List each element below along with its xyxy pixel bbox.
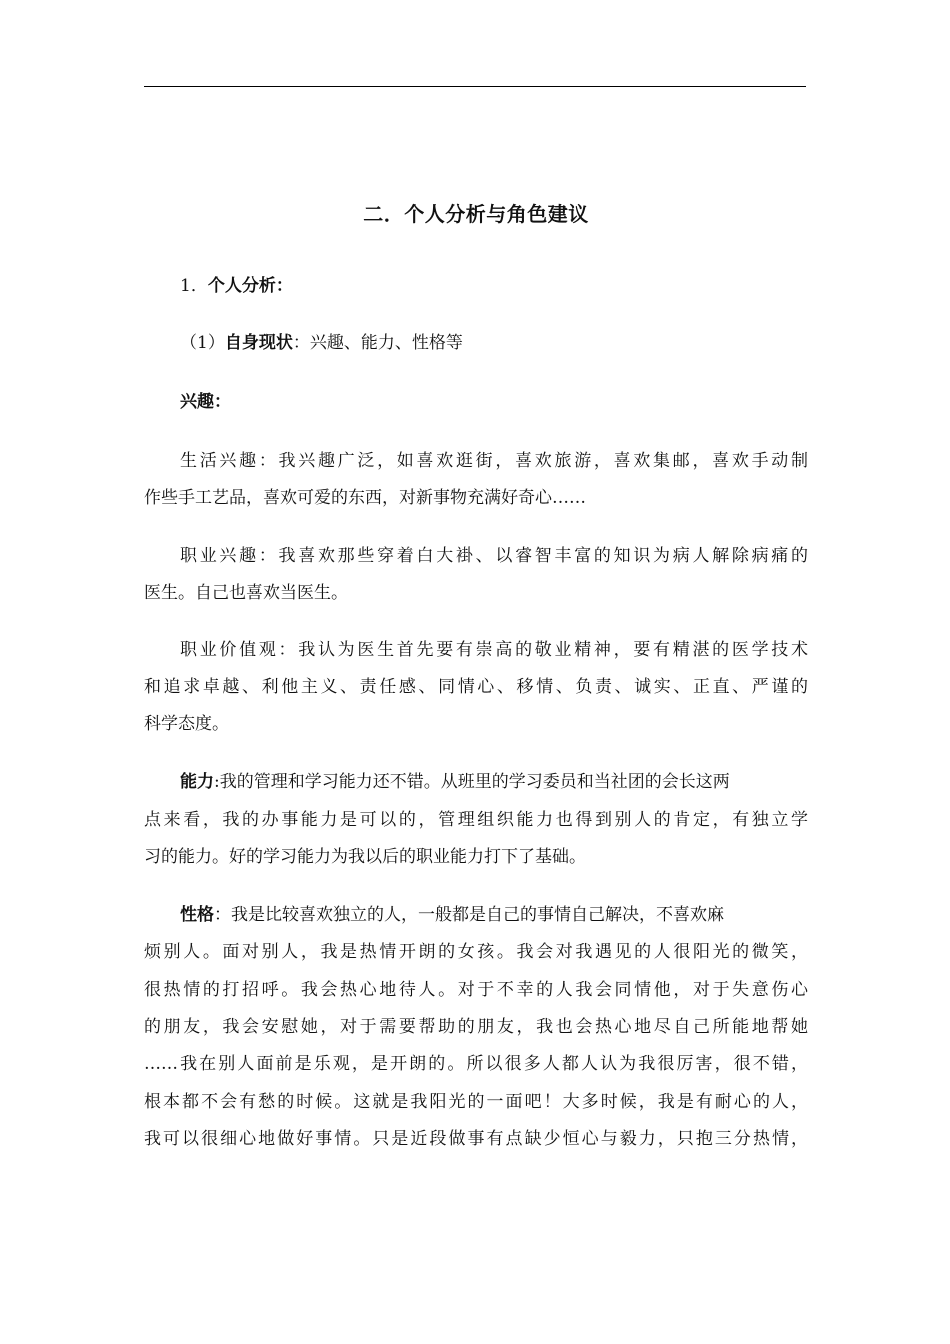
life-interest-line-2: 作些手工艺品，喜欢可爱的东西，对新事物充满好奇心…… bbox=[144, 488, 586, 508]
heading-number: 1． bbox=[180, 276, 208, 296]
personality-line-1 bbox=[180, 903, 808, 927]
career-values-line-1: 职业价值观：我认为医生首先要有崇高的敬业精神，要有精湛的医学技术 bbox=[180, 640, 808, 660]
personality-line-7: 我可以很细心地做好事情。只是近段做事有点缺少恒心与毅力，只抱三分热情， bbox=[144, 1129, 808, 1149]
career-interest-line-2: 医生。自己也喜欢当医生。 bbox=[144, 583, 348, 603]
subheading-self-status bbox=[180, 331, 463, 355]
career-interest-line-1: 职业兴趣：我喜欢那些穿着白大褂、以睿智丰富的知识为病人解除病痛的 bbox=[180, 546, 808, 566]
ability-label: 能力 bbox=[180, 772, 214, 792]
personality-line-3: 很热情的打招呼。我会热心地待人。对于不幸的人我会同情他，对于失意伤心 bbox=[144, 980, 808, 1000]
career-values-line-2: 和追求卓越、利他主义、责任感、同情心、移情、负责、诚实、正直、严谨的 bbox=[144, 677, 808, 697]
personality-line-5: ……我在别人面前是乐观，是开朗的。所以很多人都人认为我很厉害，很不错， bbox=[144, 1054, 808, 1074]
personality-line-4: 的朋友，我会安慰她，对于需要帮助的朋友，我也会热心地尽自己所能地帮她 bbox=[144, 1017, 808, 1037]
ability-line-2: 点来看，我的办事能力是可以的，管理组织能力也得到别人的肯定，有独立学 bbox=[144, 810, 808, 830]
personality-first-text: ：我是比较喜欢独立的人，一般都是自己的事情自己解决，不喜欢麻 bbox=[214, 905, 724, 925]
career-values-line-3: 科学态度。 bbox=[144, 714, 229, 734]
personality-line-2: 烦别人。面对别人，我是热情开朗的女孩。我会对我遇见的人很阳光的微笑， bbox=[144, 942, 808, 962]
heading-personal-analysis bbox=[180, 274, 293, 298]
subheading-label: 自身现状 bbox=[224, 333, 293, 353]
ability-first-text: :我的管理和学习能力还不错。从班里的学习委员和当社团的会长这两 bbox=[214, 772, 730, 792]
ability-line-3: 习的能力。好的学习能力为我以后的职业能力打下了基础。 bbox=[144, 847, 586, 867]
subheading-rest: ：兴趣、能力、性格等 bbox=[292, 333, 463, 353]
section-title: 二．个人分析与角色建议 bbox=[363, 202, 589, 226]
ability-line-1 bbox=[180, 770, 808, 794]
life-interest-line-1: 生活兴趣：我兴趣广泛，如喜欢逛街，喜欢旅游，喜欢集邮，喜欢手动制 bbox=[180, 451, 808, 471]
header-rule bbox=[144, 86, 806, 87]
interest-heading: 兴趣： bbox=[180, 392, 231, 412]
personality-label: 性格 bbox=[180, 905, 214, 925]
subheading-number: （1） bbox=[180, 333, 225, 353]
heading-label: 个人分析： bbox=[207, 276, 293, 296]
personality-line-6: 根本都不会有愁的时候。这就是我阳光的一面吧！大多时候，我是有耐心的人， bbox=[144, 1092, 808, 1112]
